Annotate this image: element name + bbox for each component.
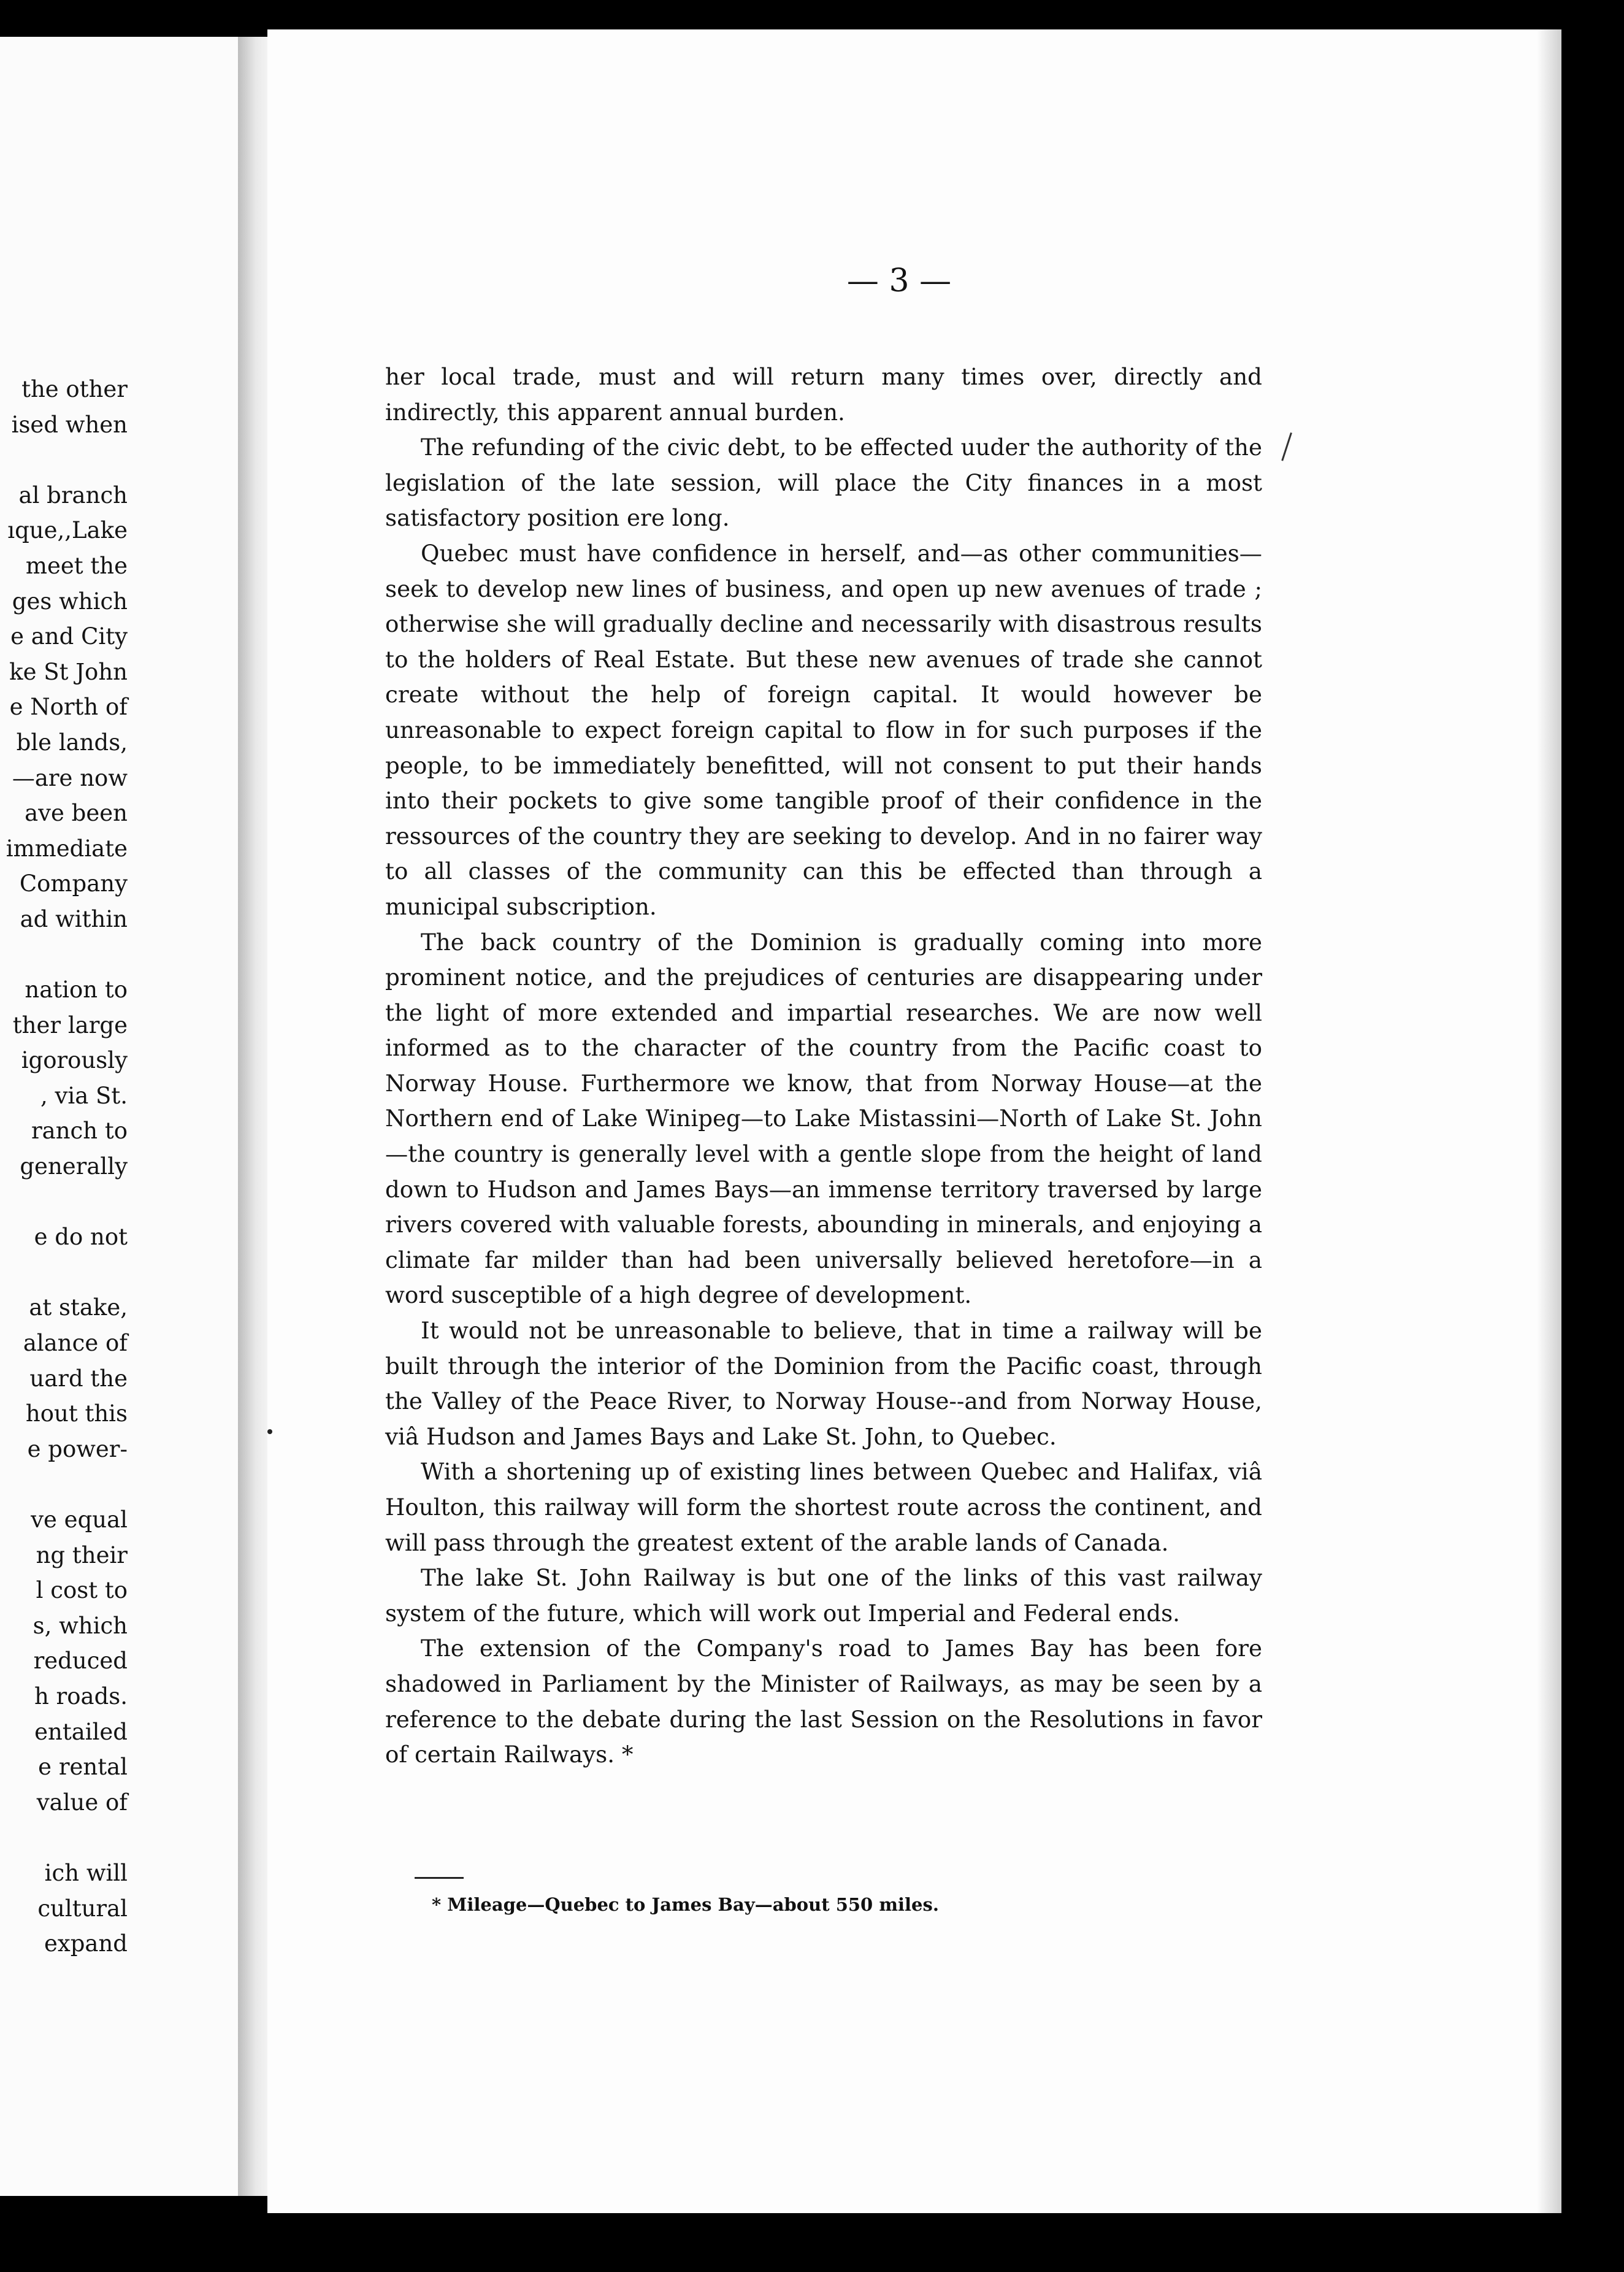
previous-page-line: ges which — [12, 588, 128, 615]
page-edge-shadow — [1537, 29, 1561, 2213]
paragraph-1: her local trade, must and will return many times over, directly and indirectly, this apparent annual burden. — [385, 363, 1262, 426]
paragraph-5: It would not be unreasonable to believe, that in time a railway will be built through the interior of the Dominion from the Pacific coast, through the Valley of the Peace River, to Norway House--and from Norway House, viâ Hudson and James Bays and Lake St. John, to Quebec. — [385, 1317, 1262, 1450]
previous-page-line: generally — [20, 1153, 128, 1180]
previous-page-line: l cost to — [36, 1577, 128, 1604]
footnote-rule — [415, 1877, 464, 1879]
previous-page-line: ke St John — [9, 658, 128, 685]
paragraph-7: The lake St. John Railway is but one of the links of this vast railway system of the future, which will work out Imperial and Federal ends. — [385, 1564, 1262, 1627]
previous-page-line: e rental — [38, 1754, 128, 1781]
previous-page-text — [0, 372, 128, 1962]
previous-page-line: , via St. — [40, 1082, 128, 1109]
paragraph-8: The extension of the Company's road to James Bay has been fore shadowed in Parliament by the Minister of Railways, as may be seen by a reference to the debate during the last Session on the Resolutions in favor of certain Railways. * — [385, 1635, 1262, 1768]
page-number: — 3 — — [846, 263, 952, 299]
line-gap — [0, 442, 128, 478]
previous-page-line: Company — [19, 870, 128, 897]
previous-page-line: ave been — [25, 800, 128, 827]
previous-page-line: nation to — [25, 977, 128, 1004]
previous-page-line: reduced — [33, 1648, 128, 1675]
line-gap — [0, 1467, 128, 1502]
previous-page-line: alance of — [23, 1330, 128, 1357]
paragraph-3: Quebec must have confidence in herself, and—as other communities—seek to develop new lines of business, and open up new avenues of trade ; otherwise she will gradually decline and necessarily with disastrous results to the holders of Real Estate. But these new avenues of trade she cannot create without the help of foreign capital. It would however be unreasonable to expect foreign capital to flow in for such purposes if the people, to be immediately benefitted, will not consent to put their hands into their pockets to give some tangible proof of their confidence in the ressources of the country they are seeking to develop. And in no fairer way to all classes of the community can this be effected than through a municipal subscription. — [385, 539, 1262, 920]
previous-page-line: ised when — [11, 411, 128, 438]
previous-page-line: e power- — [27, 1435, 128, 1462]
previous-page-line: cultural — [37, 1895, 128, 1922]
previous-page-line: uard the — [29, 1365, 128, 1392]
line-gap — [0, 1184, 128, 1220]
previous-page-line: ad within — [20, 905, 128, 932]
previous-page-line: h roads. — [34, 1683, 128, 1710]
body-text — [385, 359, 1262, 1773]
document-page — [267, 29, 1561, 2213]
previous-page-line: e and City — [10, 623, 128, 650]
previous-page-line: immediate — [6, 835, 128, 862]
paragraph-2: The refunding of the civic debt, to be effected uuder the authority of the legislation of the late session, will place the City finances in a most satisfactory position ere long. — [385, 434, 1262, 532]
paragraph-4: The back country of the Dominion is gradually coming into more prominent notice, and the prejudices of centuries are disappearing under the light of more extended and impartial researches. We are now well informed as to the character of the country from the Pacific coast to Norway House. Furthermore we know, that from Norway House—at the Northern end of Lake Winipeg—to Lake Mistassini—North of Lake St. John—the country is generally level with a gentle slope from the height of land down to Hudson and James Bays—an immense territory traversed by large rivers covered with valuable forests, abounding in minerals, and enjoying a climate far milder than had been universally believed heretofore—in a word susceptible of a high degree of development. — [385, 928, 1262, 1309]
previous-page-line: ve equal — [31, 1506, 128, 1533]
previous-page-line: at stake, — [29, 1294, 128, 1321]
margin-dot-mark — [267, 1429, 272, 1434]
previous-page-line: entailed — [34, 1718, 128, 1745]
previous-page-line: al branch — [18, 482, 128, 509]
previous-page-line: ble lands, — [16, 729, 128, 756]
previous-page-line: ich will — [44, 1859, 128, 1886]
previous-page-line: ranch to — [31, 1118, 128, 1145]
previous-page-line: ther large — [12, 1011, 128, 1038]
previous-page-line: s, which — [33, 1612, 128, 1639]
previous-page-line: expand — [44, 1930, 128, 1957]
previous-page-line: value of — [36, 1789, 128, 1816]
margin-pencil-mark — [1281, 432, 1306, 466]
previous-page-line: —are now — [12, 764, 128, 791]
previous-page-line: igorously — [21, 1047, 128, 1074]
line-gap — [0, 1820, 128, 1856]
previous-page-line: e do not — [34, 1224, 128, 1251]
previous-page-fragment — [0, 37, 238, 2196]
previous-page-line: meet the — [25, 552, 128, 579]
paragraph-6: With a shortening up of existing lines between Quebec and Halifax, viâ Houlton, this railway will form the shortest route across the continent, and will pass through the greatest extent of the arable lands of Canada. — [385, 1458, 1262, 1556]
previous-page-line: hout this — [25, 1400, 128, 1427]
previous-page-line: e North of — [9, 694, 128, 721]
previous-page-line: the other — [21, 376, 128, 402]
page-gutter-shadow — [238, 37, 267, 2196]
previous-page-line: ng their — [36, 1541, 128, 1568]
previous-page-line: ıque,,Lake — [7, 517, 128, 544]
line-gap — [0, 937, 128, 973]
footnote: * Mileage—Quebec to James Bay—about 550 miles. — [432, 1894, 939, 1915]
line-gap — [0, 1255, 128, 1291]
